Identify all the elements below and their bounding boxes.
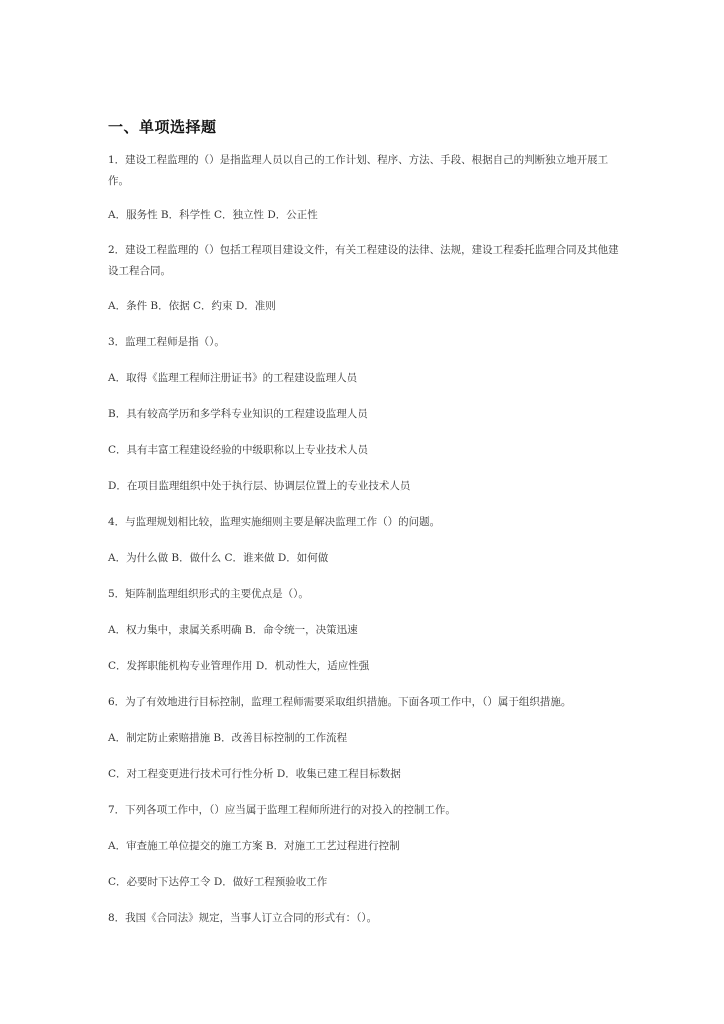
section-heading: 一、单项选择题 xyxy=(108,118,217,136)
question-5-options-cd: C．发挥职能机构专业管理作用 D．机动性大，适应性强 xyxy=(108,660,370,672)
question-4: 4．与监理规划相比较，监理实施细则主要是解决监理工作（）的问题。 xyxy=(108,516,441,528)
question-7-options-ab: A．审查施工单位提交的施工方案 B．对施工工艺过程进行控制 xyxy=(108,840,400,852)
question-1-options: A．服务性 B．科学性 C．独立性 D．公正性 xyxy=(108,209,318,221)
question-8: 8．我国《合同法》规定，当事人订立合同的形式有：（）。 xyxy=(108,912,378,924)
question-6-options-cd: C．对工程变更进行技术可行性分析 D．收集已建工程目标数据 xyxy=(108,768,401,780)
question-3: 3．监理工程师是指（）。 xyxy=(108,336,225,348)
question-6-options-ab: A．制定防止索赔措施 B．改善目标控制的工作流程 xyxy=(108,732,348,744)
question-6: 6．为了有效地进行目标控制，监理工程师需要采取组织措施。下面各项工作中，（）属于组织措施。 xyxy=(108,696,572,708)
question-2-options: A．条件 B．依据 C．约束 D．准则 xyxy=(108,300,276,312)
question-7-options-cd: C．必要时下达停工令 D．做好工程预验收工作 xyxy=(108,876,328,888)
question-2: 2．建设工程监理的（）包括工程项目建设文件，有关工程建设的法律、法规，建设工程委托监理合同及其他建设工程合同。 xyxy=(108,244,619,277)
question-5: 5．矩阵制监理组织形式的主要优点是（）。 xyxy=(108,588,309,600)
question-5-options-ab: A．权力集中，隶属关系明确 B．命令统一，决策迅速 xyxy=(108,624,358,636)
question-4-options: A．为什么做 B．做什么 C．谁来做 D．如何做 xyxy=(108,552,329,564)
question-3-option-c: C．具有丰富工程建设经验的中级职称以上专业技术人员 xyxy=(108,444,369,456)
question-3-option-d: D．在项目监理组织中处于执行层、协调层位置上的专业技术人员 xyxy=(108,480,411,492)
question-3-option-b: B．具有较高学历和多学科专业知识的工程建设监理人员 xyxy=(108,408,368,420)
question-7: 7．下列各项工作中，（）应当属于监理工程师所进行的对投入的控制工作。 xyxy=(108,804,456,816)
question-1: 1．建设工程监理的（）是指监理人员以自己的工作计划、程序、方法、手段、根据自己的判断独立地开展工作。 xyxy=(108,154,609,187)
question-3-option-a: A．取得《监理工程师注册证书》的工程建设监理人员 xyxy=(108,372,358,384)
